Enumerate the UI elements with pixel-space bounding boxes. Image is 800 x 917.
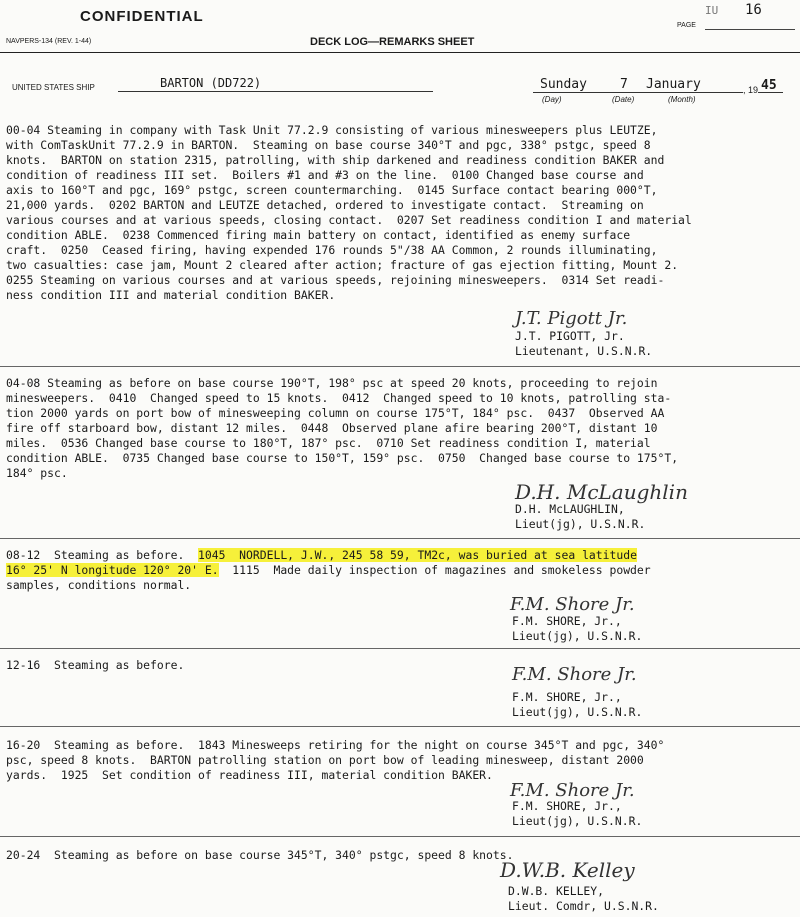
entry-line: samples, conditions normal. <box>6 578 192 592</box>
entry-divider <box>0 726 800 727</box>
entry-line: 12-16 Steaming as before. <box>6 658 185 672</box>
signature-shore: F.M. Shore Jr. <box>512 664 637 685</box>
watch-entry-00-04 <box>6 123 791 303</box>
entry-divider <box>0 538 800 539</box>
entry-line: axis to 160°T and pgc, 169° pstgc, screen countermarching. 0145 Surface contact bearing 000°T, <box>6 183 658 197</box>
signer-rank: Lieut(jg), U.S.N.R. <box>515 516 646 531</box>
signer-name: F.M. SHORE, Jr., <box>512 614 622 628</box>
watch-entry-04-08 <box>6 376 791 481</box>
page-number: 16 <box>745 2 762 18</box>
entry-line: minesweepers. 0410 Changed speed to 15 knots. 0412 Changed speed to 10 knots, patrolling sta- <box>6 391 672 405</box>
watch-entry-08-12 <box>6 548 791 593</box>
entry-text: 08-12 Steaming as before. <box>6 548 199 562</box>
watch-entry-12-16 <box>6 658 791 673</box>
signature-shore: F.M. Shore Jr. <box>510 594 635 615</box>
entry-line: various courses and at various speeds, closing contact. 0207 Set readiness condition I and material <box>6 213 692 227</box>
signature-block <box>515 502 645 531</box>
entry-line <box>6 563 791 578</box>
log-day: Sunday <box>540 77 587 92</box>
entry-line: condition ABLE. 0735 Changed base course to 150°T, 159° psc. 0750 Changed base course to 175°T, <box>6 451 679 465</box>
entry-line: condition ABLE. 0238 Commenced firing main battery on contact, identified as enemy surface <box>6 228 631 242</box>
form-number: NAVPERS-134 (REV. 1-44) <box>6 38 92 45</box>
signature-block <box>508 884 659 913</box>
signature-block <box>512 614 642 643</box>
entry-line <box>6 548 791 563</box>
highlighted-burial-text: 1045 NORDELL, J.W., 245 58 59, TM2c, was buried at sea latitude <box>198 548 637 562</box>
entry-line: psc, speed 8 knots. BARTON patrolling station on port bow of leading minesweep, distant 2000 <box>6 753 644 767</box>
year-prefix: , 19 <box>743 85 759 95</box>
signature-block <box>515 329 652 358</box>
ship-label: UNITED STATES SHIP <box>12 83 95 92</box>
signer-name: J.T. PIGOTT, Jr. <box>515 329 625 343</box>
entry-line: 0255 Steaming on various courses and at various speeds, rejoining minesweepers. 0314 Set readi- <box>6 273 665 287</box>
signer-rank: Lieutenant, U.S.N.R. <box>515 343 653 358</box>
entry-line: two casualties: case jam, Mount 2 cleared after action; fracture of gas ejection fitting, Mount 2. <box>6 258 679 272</box>
page-label: PAGE <box>677 22 696 29</box>
signature-pigott: J.T. Pigott Jr. <box>515 308 628 329</box>
header-rule <box>0 52 800 53</box>
year-underline <box>758 92 783 93</box>
ship-underline <box>118 91 433 92</box>
day-caption: (Day) <box>542 95 562 104</box>
entry-divider <box>0 648 800 649</box>
signature-kelley: D.W.B. Kelley <box>500 858 635 882</box>
signer-rank: Lieut(jg), U.S.N.R. <box>512 813 643 828</box>
entry-line: 04-08 Steaming as before on base course 190°T, 198° psc at speed 20 knots, proceeding to rejoin <box>6 376 658 390</box>
log-month: January <box>646 77 701 92</box>
entry-line: ness condition III and material condition BAKER. <box>6 288 336 302</box>
watch-entry-20-24 <box>6 848 791 863</box>
log-year: 45 <box>761 78 777 93</box>
entry-line: knots. BARTON on station 2315, patrolling, with ship darkened and readiness condition BAKER and <box>6 153 665 167</box>
signer-rank: Lieut(jg), U.S.N.R. <box>512 628 643 643</box>
entry-line: fire off starboard bow, distant 12 miles. 0448 Observed plane afire bearing 200°T, distant 10 <box>6 421 658 435</box>
signature-block <box>512 690 642 719</box>
signer-rank: Lieut. Comdr, U.S.N.R. <box>508 898 659 913</box>
signer-name: F.M. SHORE, Jr., <box>512 799 622 813</box>
entry-line: 20-24 Steaming as before on base course 345°T, 340° pstgc, speed 8 knots. <box>6 848 514 862</box>
ship-name: BARTON (DD722) <box>160 76 262 90</box>
entry-line: miles. 0536 Changed base course to 180°T, 187° psc. 0710 Set readiness condition I, material <box>6 436 651 450</box>
log-date: 7 <box>620 77 628 92</box>
highlighted-burial-position: 16° 25' N longitude 120° 20' E. <box>6 563 219 577</box>
entry-line: 184° psc. <box>6 466 68 480</box>
signer-name: D.W.B. KELLEY, <box>508 884 605 898</box>
entry-line: with ComTaskUnit 77.2.9 in BARTON. Steaming on base course 340°T and pgc, 338° pstgc, speed 8 <box>6 138 651 152</box>
page-prefix: IU <box>705 4 719 17</box>
page-underline <box>705 29 795 30</box>
signer-rank: Lieut(jg), U.S.N.R. <box>512 704 643 719</box>
signature-block <box>512 799 642 828</box>
entry-line: 16-20 Steaming as before. 1843 Minesweeps retiring for the night on course 345°T and pgc, 340° <box>6 738 665 752</box>
date-underline <box>533 92 743 93</box>
entry-line: craft. 0250 Ceased firing, having expended 176 rounds 5"/38 AA Common, 2 rounds illuminating, <box>6 243 658 257</box>
entry-line: condition of readiness III set. Boilers #1 and #3 on the line. 0100 Changed base course and <box>6 168 644 182</box>
date-caption: (Date) <box>612 95 635 104</box>
signer-name: D.H. McLAUGHLIN, <box>515 502 625 516</box>
signature-shore: F.M. Shore Jr. <box>510 780 635 801</box>
month-caption: (Month) <box>668 95 696 104</box>
entry-divider <box>0 366 800 367</box>
signer-name: F.M. SHORE, Jr., <box>512 690 622 704</box>
signature-mclaughlin: D.H. McLaughlin <box>515 480 688 504</box>
entry-divider <box>0 836 800 837</box>
entry-line: 21,000 yards. 0202 BARTON and LEUTZE detached, ordered to investigate contact. Streaming on <box>6 198 644 212</box>
entry-line: 00-04 Steaming in company with Task Unit 77.2.9 consisting of various minesweepers plus LEUTZE, <box>6 123 658 137</box>
entry-text: 1115 Made daily inspection of magazines and smokeless powder <box>218 563 651 577</box>
entry-line: yards. 1925 Set condition of readiness III, material condition BAKER. <box>6 768 493 782</box>
classification-stamp: CONFIDENTIAL <box>80 8 204 25</box>
watch-entry-16-20 <box>6 738 791 783</box>
form-title: DECK LOG—REMARKS SHEET <box>310 36 475 48</box>
entry-line: tion 2000 yards on port bow of minesweeping column on course 175°T, 184° psc. 0437 Observed AA <box>6 406 665 420</box>
